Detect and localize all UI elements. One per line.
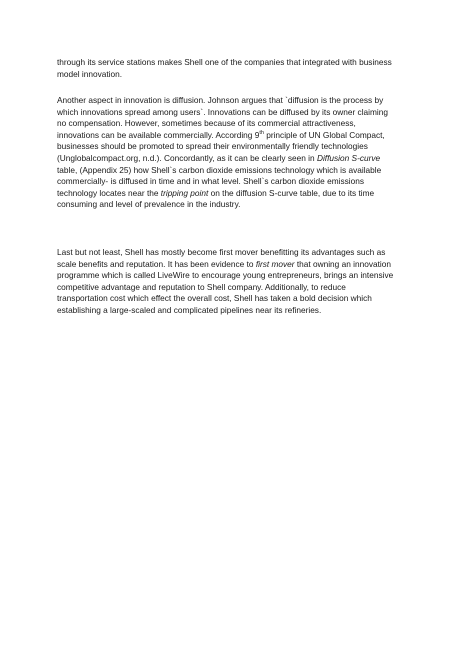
text-segment: innovations can be available commercially. According 9: [57, 129, 260, 140]
text-segment: that owning an innovation: [294, 258, 391, 269]
text-line: competitive advantage and reputation to Shell company. Additionally, to reduce: [57, 281, 346, 292]
italic-term: Diffusion S-curve: [316, 152, 381, 163]
text-line: table, (Appendix 25) how Shell`s carbon dioxide emissions technology which is available: [57, 164, 382, 175]
text-line: Another aspect in innovation is diffusion. Johnson argues that `diffusion is the process by: [57, 95, 384, 105]
text-line: businesses should be promoted to spread their environmentally friendly technologies: [57, 141, 368, 152]
text-line: [57, 259, 419, 271]
text-line: [57, 130, 419, 142]
paragraph-first-mover: [57, 247, 419, 317]
text-line: programme which is called LiveWire to encourage young entrepreneurs, brings an intensive: [57, 270, 394, 281]
text-line: [57, 153, 419, 165]
ordinal-superscript: th: [259, 130, 264, 137]
text-line: establishing a large-scaled and complicated pipelines near its refineries.: [57, 304, 322, 315]
text-line: which innovations spread among users`. Innovations can be diffused by its owner claiming: [57, 106, 388, 117]
text-segment: on the diffusion S-curve table, due to its time: [208, 187, 375, 198]
paragraph-diffusion: [57, 95, 419, 211]
text-line: through its service stations makes Shell one of the companies that integrated with business: [57, 57, 392, 67]
text-segment: principle of UN Global Compact,: [263, 129, 385, 140]
text-segment: scale benefits and reputation. It has been evidence to: [57, 258, 256, 269]
text-segment: (Unglobalcompact.org, n.d.). Concordantly, as it can be clearly seen in: [57, 152, 317, 163]
text-line: consuming and level of prevalence in the industry.: [57, 199, 241, 210]
text-line: no compensation. However, sometimes because of its commercial attractiveness,: [57, 118, 356, 129]
text-segment: technology locates near the: [57, 187, 161, 198]
italic-term: tripping point: [160, 187, 209, 198]
text-line: transportation cost which effect the overall cost, Shell has taken a bold decision which: [57, 293, 372, 304]
italic-term: first mover: [255, 258, 295, 269]
text-line: model innovation.: [57, 68, 123, 79]
paragraph-service-stations: [57, 57, 419, 80]
text-line: [57, 188, 419, 200]
text-line: Last but not least, Shell has mostly become first mover benefitting its advantages such as: [57, 247, 386, 257]
text-line: commercially- is diffused in time and in what level. Shell`s carbon dioxide emissions: [57, 176, 364, 187]
